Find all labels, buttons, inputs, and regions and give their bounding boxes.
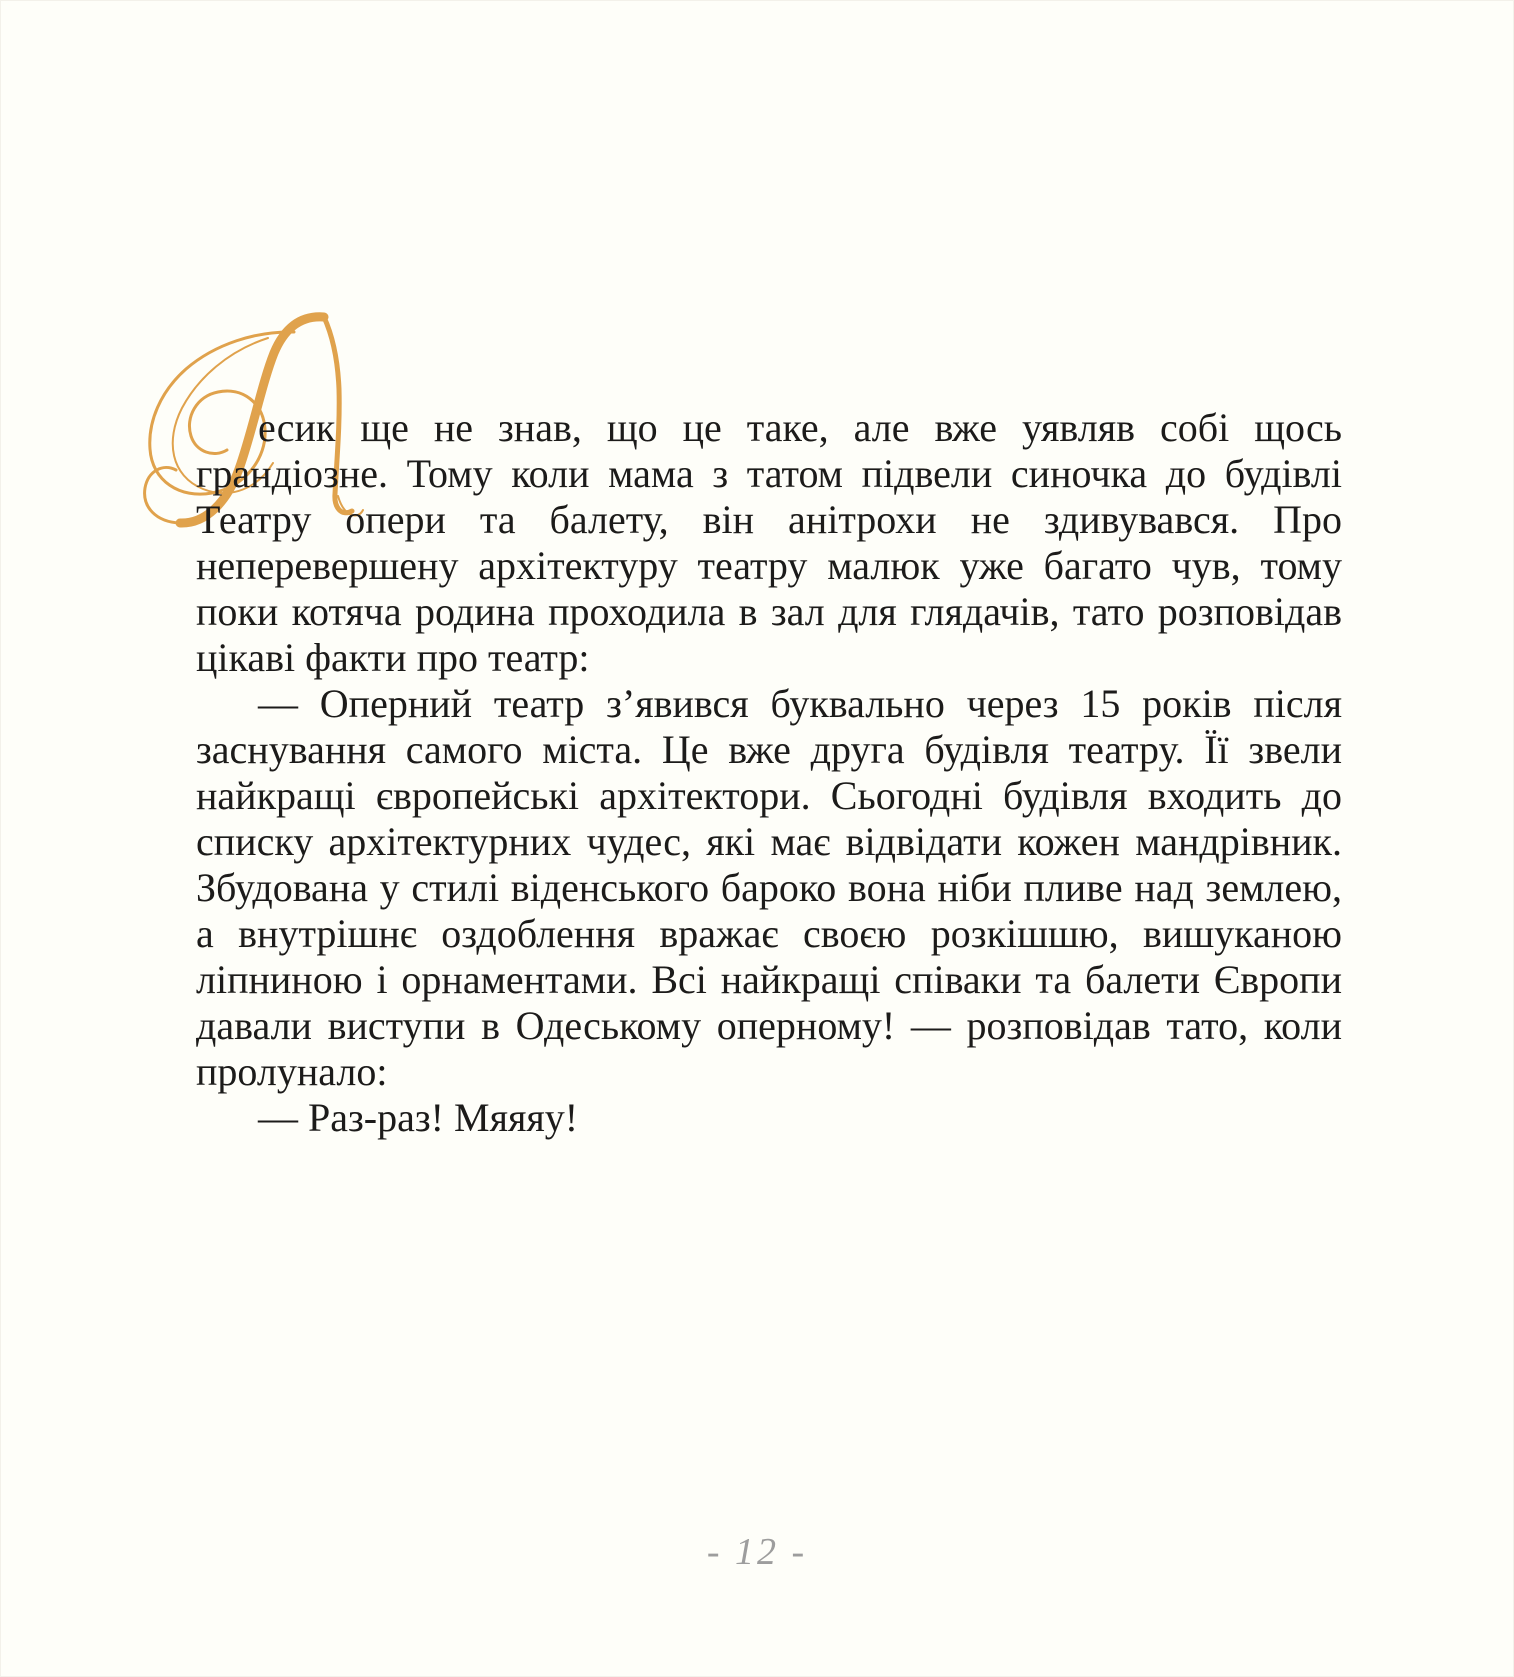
main-text — [196, 405, 1342, 1141]
paragraph-2: — Оперний театр з’явився буквально через 15 років після заснування самого міста. Це вже друга будівля театру. Її звели найкращі європейські архітектори. Сьогодні будівля входить до списку архітектурних чудес, які має відвідати кожен мандрівник. Збудована у стилі віденського бароко вона ніби пливе над землею, а внутрішнє оздоблення вражає своєю розкішшю, вишуканою ліпниною і орнаментами. Всі найкращі співаки та балети Європи давали виступи в Одеському оперному! — розповідав тато, коли пролунало: — [196, 681, 1342, 1094]
page-number: - 12 - — [706, 1531, 808, 1573]
paragraph-1: есик ще не знав, що це таке, але вже уявляв собі щось грандіозне. Тому коли мама з татом підвели синочка до будівлі Театру опери та балету, він анітрохи не здивувався. Про неперевершену архітектуру театру малюк уже багато чув, тому поки котяча родина проходила в зал для глядачів, тато розповідав цікаві факти про театр: — [196, 405, 1342, 680]
paragraph-3: — Раз-раз! Мяяяу! — [258, 1095, 579, 1140]
